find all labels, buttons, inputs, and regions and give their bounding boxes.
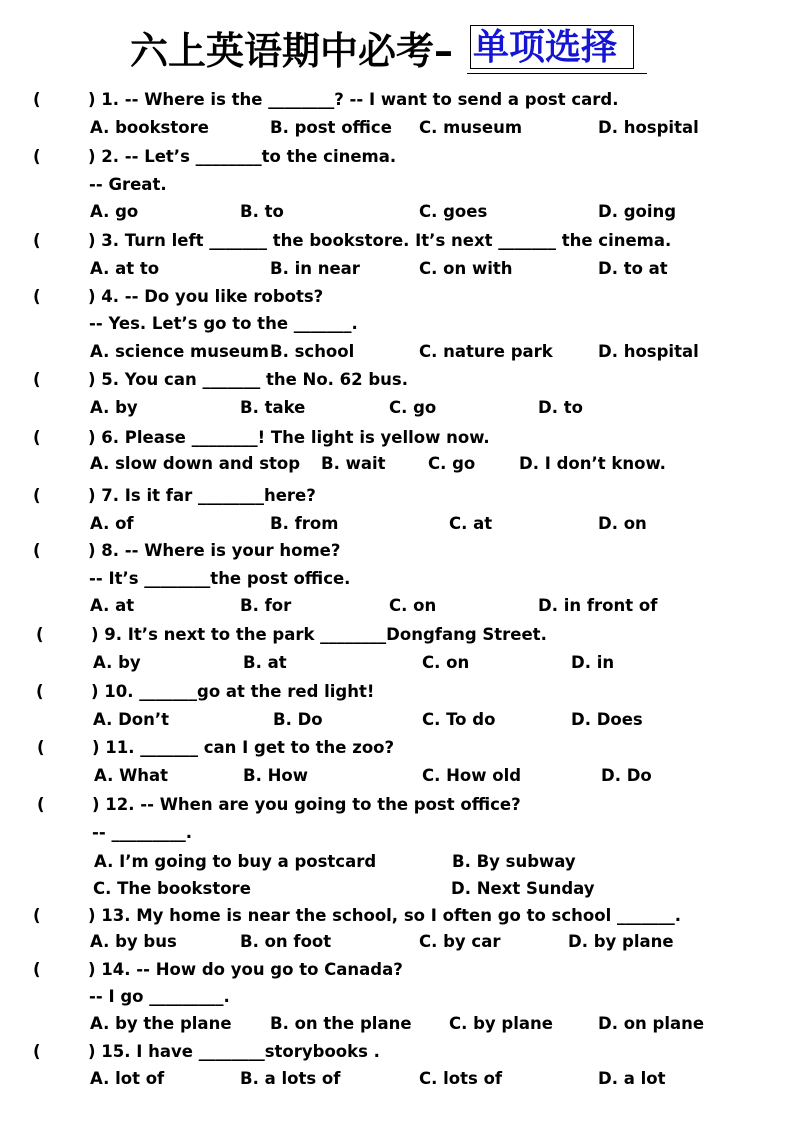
question-13-stem: ) 13. My home is near the school, so I often go to school _______. [88, 906, 681, 925]
answer-blank-9[interactable]: ( [36, 625, 44, 644]
question-9-option-b: B. at [243, 653, 287, 672]
question-15-stem: ) 15. I have ________storybooks . [88, 1042, 380, 1061]
question-2-option-a: A. go [90, 202, 139, 221]
question-10-option-a: A. Don’t [93, 710, 170, 729]
question-13-option-d: D. by plane [568, 932, 674, 951]
question-4-option-c: C. nature park [419, 342, 553, 361]
title-highlight-text: 单项选择 [473, 27, 618, 68]
question-1-option-b: B. post office [270, 118, 392, 137]
question-15-option-b: B. a lots of [240, 1069, 341, 1088]
question-2-stem: ) 2. -- Let’s ________to the cinema. [88, 147, 397, 166]
question-13-option-b: B. on foot [240, 932, 332, 951]
question-12-option-a: A. I’m going to buy a postcard [94, 852, 377, 871]
title-highlight-box [470, 25, 634, 69]
question-7-option-d: D. on [598, 514, 647, 533]
answer-blank-3[interactable]: ( [33, 231, 41, 250]
question-15-option-d: D. a lot [598, 1069, 666, 1088]
question-3-option-b: B. in near [270, 259, 360, 278]
question-8-option-d: D. in front of [538, 596, 658, 615]
question-4-option-b: B. school [270, 342, 355, 361]
question-12-option-d: D. Next Sunday [451, 879, 595, 898]
answer-blank-8[interactable]: ( [33, 541, 41, 560]
question-15-option-c: C. lots of [419, 1069, 503, 1088]
question-9-stem: ) 9. It’s next to the park ________Dongfang Street. [91, 625, 547, 644]
question-10-option-d: D. Does [571, 710, 643, 729]
question-6-option-a: A. slow down and stop [90, 454, 301, 473]
question-12-extra: -- _________. [92, 823, 192, 842]
question-12-option-b: B. By subway [452, 852, 576, 871]
question-6-option-c: C. go [428, 454, 476, 473]
answer-blank-2[interactable]: ( [33, 147, 41, 166]
question-14-option-b: B. on the plane [270, 1014, 412, 1033]
question-14-option-c: C. by plane [449, 1014, 553, 1033]
question-8-extra: -- It’s ________the post office. [89, 569, 351, 588]
question-2-option-d: D. going [598, 202, 677, 221]
question-3-stem: ) 3. Turn left _______ the bookstore. It’s next _______ the cinema. [88, 231, 672, 250]
question-1-option-a: A. bookstore [90, 118, 209, 137]
question-3-option-a: A. at to [90, 259, 160, 278]
question-14-stem: ) 14. -- How do you go to Canada? [88, 960, 403, 979]
question-11-option-a: A. What [94, 766, 169, 785]
question-9-option-a: A. by [93, 653, 141, 672]
title-main-text: 六上英语期中必考– [130, 29, 454, 73]
question-7-option-c: C. at [449, 514, 493, 533]
title-underline [467, 73, 647, 74]
question-3-option-d: D. to at [598, 259, 668, 278]
question-12-stem: ) 12. -- When are you going to the post office? [92, 795, 521, 814]
question-9-option-c: C. on [422, 653, 470, 672]
question-3-option-c: C. on with [419, 259, 513, 278]
question-4-extra: -- Yes. Let’s go to the _______. [89, 314, 358, 333]
answer-blank-5[interactable]: ( [33, 370, 41, 389]
answer-blank-4[interactable]: ( [33, 287, 41, 306]
question-8-option-a: A. at [90, 596, 135, 615]
question-5-option-c: C. go [389, 398, 437, 417]
question-11-option-d: D. Do [601, 766, 652, 785]
question-5-stem: ) 5. You can _______ the No. 62 bus. [88, 370, 409, 389]
question-5-option-a: A. by [90, 398, 138, 417]
question-7-option-a: A. of [90, 514, 134, 533]
question-13-option-c: C. by car [419, 932, 501, 951]
question-7-option-b: B. from [270, 514, 339, 533]
question-1-option-c: C. museum [419, 118, 523, 137]
answer-blank-1[interactable]: ( [33, 90, 41, 109]
question-2-extra: -- Great. [89, 175, 167, 194]
question-6-option-d: D. I don’t know. [519, 454, 666, 473]
question-1-option-d: D. hospital [598, 118, 699, 137]
question-11-option-b: B. How [243, 766, 308, 785]
question-6-option-b: B. wait [321, 454, 386, 473]
question-8-stem: ) 8. -- Where is your home? [88, 541, 341, 560]
question-14-option-a: A. by the plane [90, 1014, 232, 1033]
answer-blank-11[interactable]: ( [37, 738, 45, 757]
answer-blank-15[interactable]: ( [33, 1042, 41, 1061]
question-8-option-c: C. on [389, 596, 437, 615]
question-13-option-a: A. by bus [90, 932, 177, 951]
answer-blank-14[interactable]: ( [33, 960, 41, 979]
question-4-option-a: A. science museum [90, 342, 269, 361]
question-10-option-b: B. Do [273, 710, 323, 729]
question-7-stem: ) 7. Is it far ________here? [88, 486, 316, 505]
question-8-option-b: B. for [240, 596, 292, 615]
question-11-stem: ) 11. _______ can I get to the zoo? [92, 738, 395, 757]
answer-blank-10[interactable]: ( [36, 682, 44, 701]
answer-blank-12[interactable]: ( [37, 795, 45, 814]
question-12-option-c: C. The bookstore [93, 879, 251, 898]
answer-blank-7[interactable]: ( [33, 486, 41, 505]
question-10-stem: ) 10. _______go at the red light! [91, 682, 375, 701]
answer-blank-13[interactable]: ( [33, 906, 41, 925]
question-4-stem: ) 4. -- Do you like robots? [88, 287, 324, 306]
question-2-option-c: C. goes [419, 202, 488, 221]
question-5-option-d: D. to [538, 398, 583, 417]
question-10-option-c: C. To do [422, 710, 496, 729]
question-5-option-b: B. take [240, 398, 306, 417]
answer-blank-6[interactable]: ( [33, 428, 41, 447]
question-15-option-a: A. lot of [90, 1069, 165, 1088]
question-9-option-d: D. in [571, 653, 615, 672]
question-6-stem: ) 6. Please ________! The light is yellow now. [88, 428, 490, 447]
question-2-option-b: B. to [240, 202, 284, 221]
page-title [130, 25, 650, 77]
question-14-extra: -- I go _________. [89, 987, 230, 1006]
question-11-option-c: C. How old [422, 766, 522, 785]
question-4-option-d: D. hospital [598, 342, 699, 361]
question-14-option-d: D. on plane [598, 1014, 705, 1033]
question-1-stem: ) 1. -- Where is the ________? -- I want to send a post card. [88, 90, 619, 109]
